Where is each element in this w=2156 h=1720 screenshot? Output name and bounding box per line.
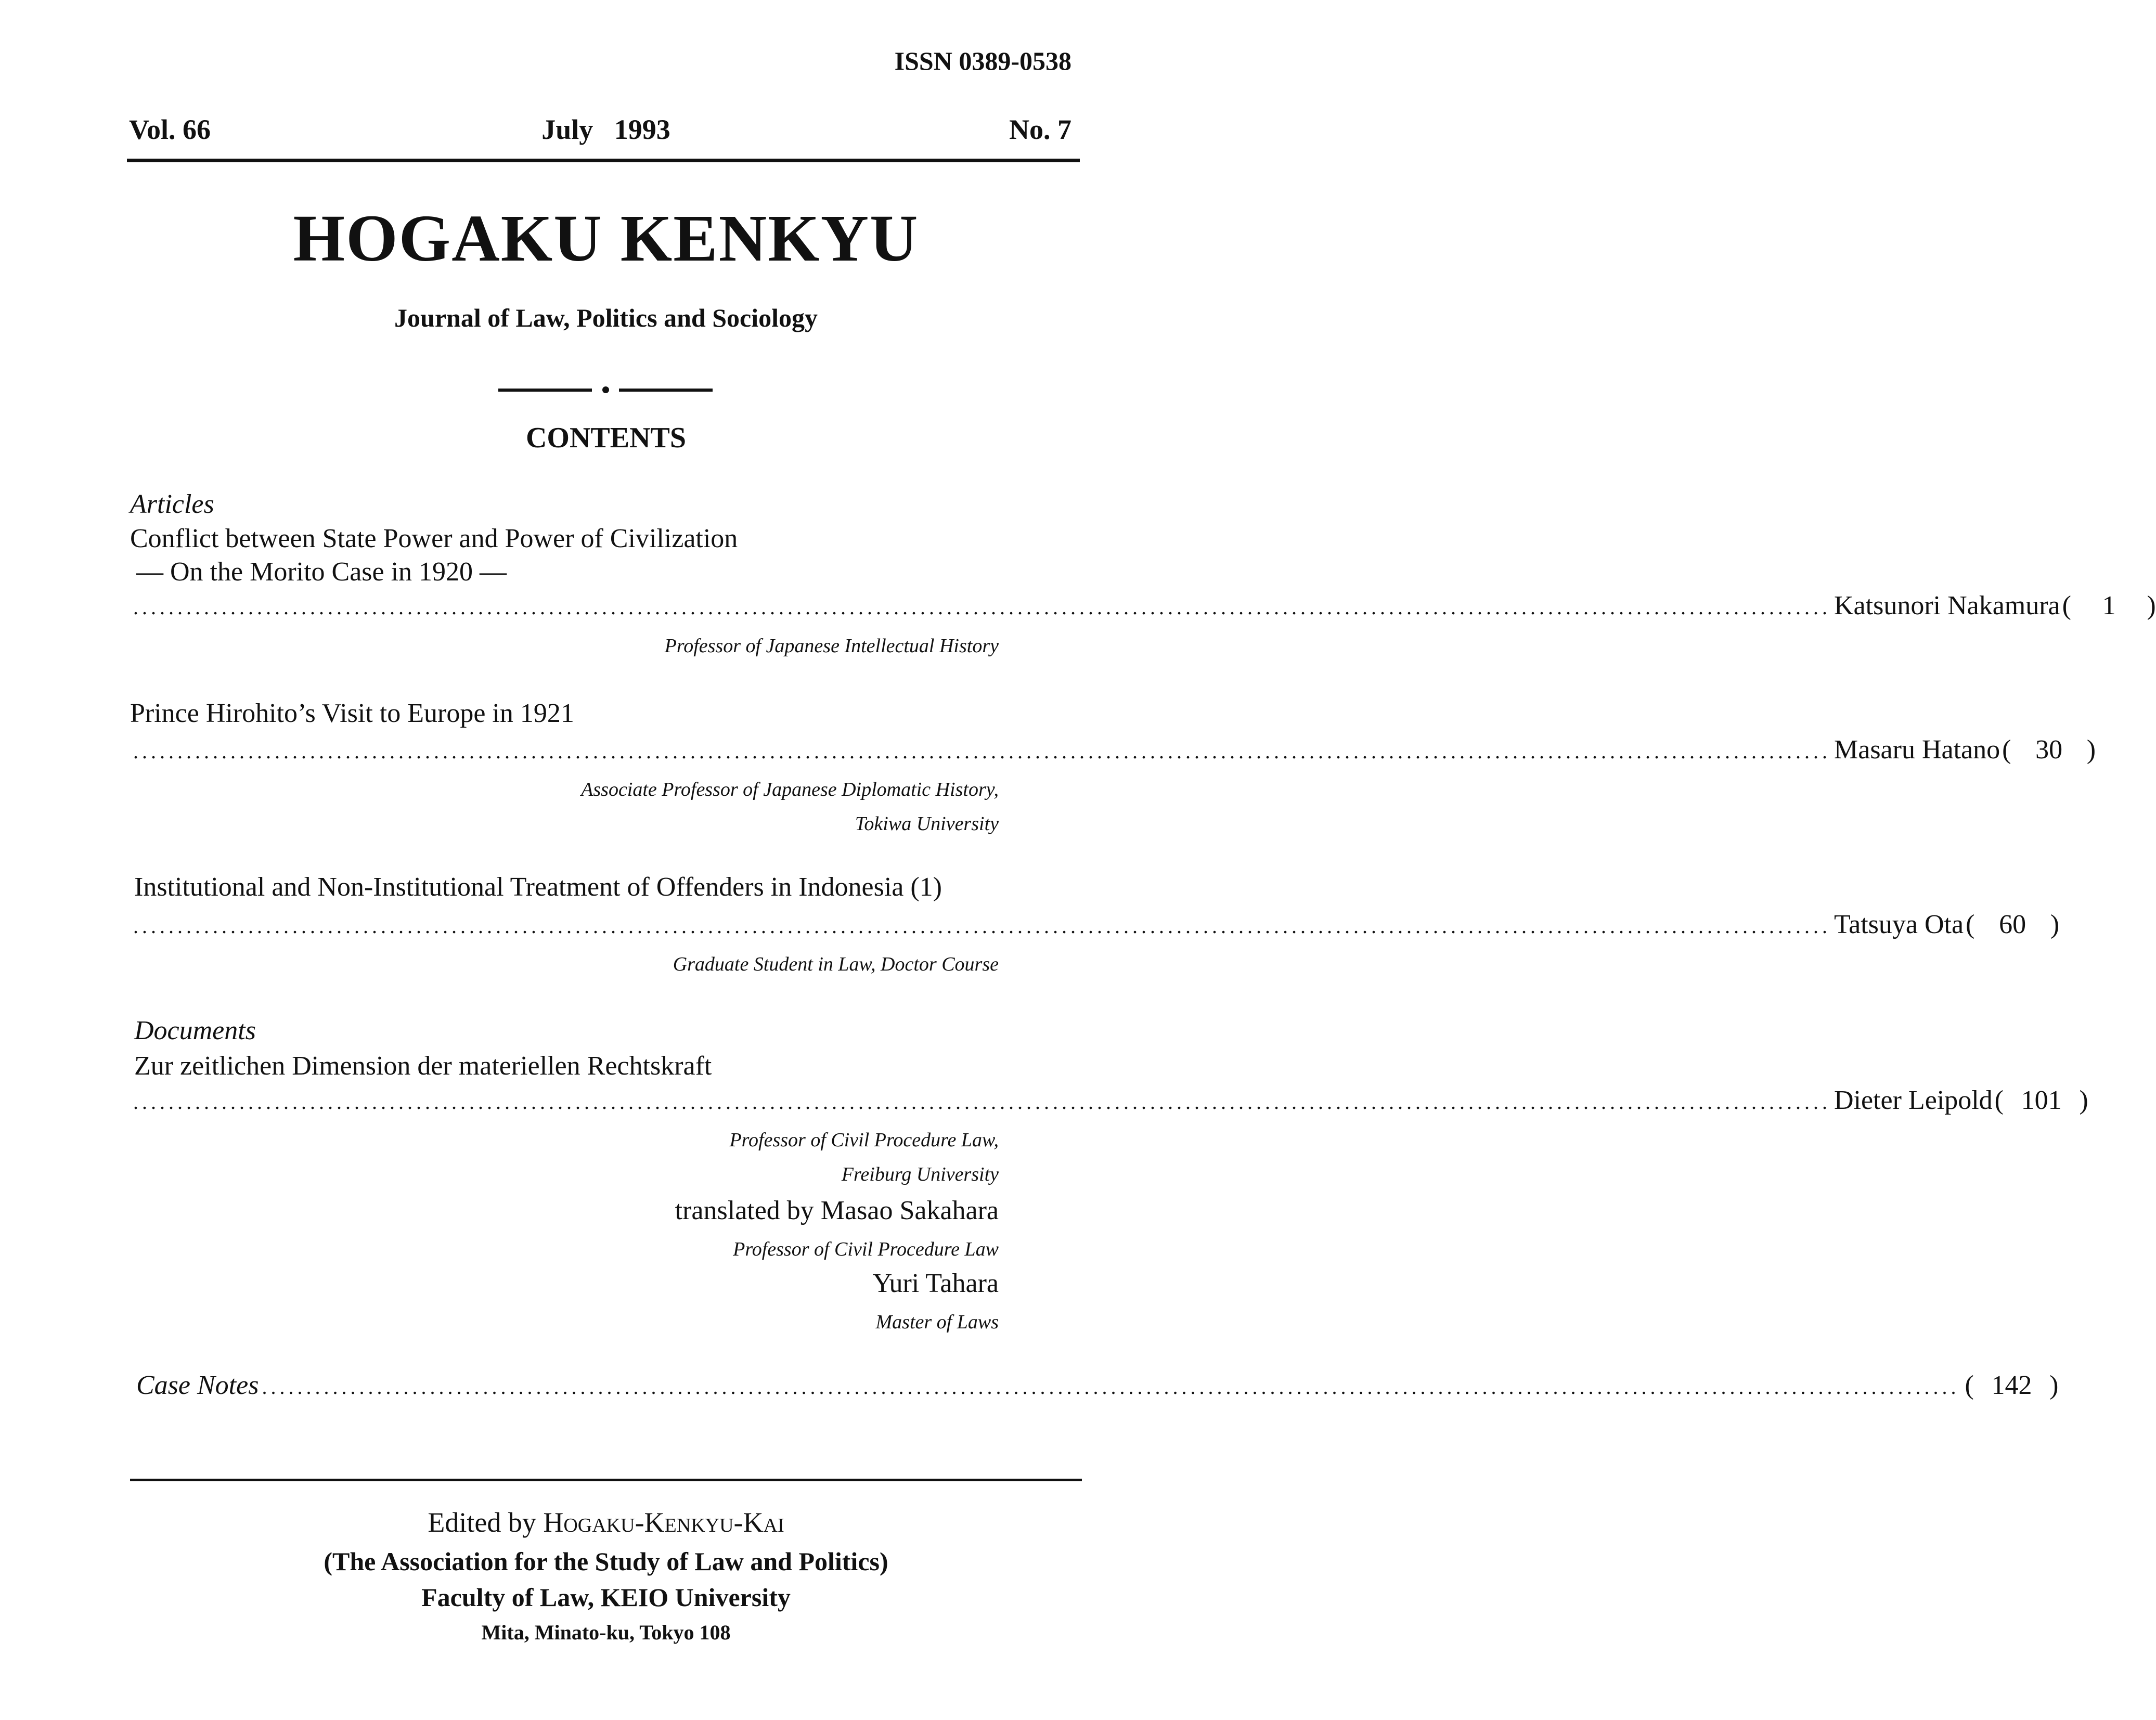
header-rule [127,159,1080,162]
articles-heading: Articles [130,489,214,519]
document-1-translator: translated by Masao Sakahara [675,1196,999,1225]
dot-leader: ................................................................................................................................................................................................ [262,1375,1960,1399]
footer-rule [130,1479,1082,1481]
contents-heading: CONTENTS [525,422,687,454]
address-line: Mita, Minato-ku, Tokyo 108 [481,1621,731,1644]
edited-by-line [0,1506,1212,1538]
article-3-page: ( 60 ) [1966,910,2060,939]
document-1-title: Zur zeitlichen Dimension der materiellen Rechtskraft [134,1051,712,1081]
document-1-cotranslator: Yuri Tahara [872,1269,999,1298]
article-1-title: Conflict between State Power and Power of Civilization [130,524,738,553]
article-2-title: Prince Hirohito’s Visit to Europe in 1921 [130,699,574,728]
article-1-subtitle: — On the Morito Case in 1920 — [136,557,507,587]
issn: ISSN 0389-0538 [894,46,1071,75]
article-2-author: Masaru Hatano [1834,735,2000,765]
dot-leader: ................................................................................................................................................................................................ [133,914,1831,938]
article-3-affiliation: Graduate Student in Law, Doctor Course [673,953,999,975]
article-1-entry [130,590,2156,621]
case-notes-entry [136,1370,2059,1401]
document-1-cotranslator-affiliation: Master of Laws [875,1311,999,1333]
journal-title: HOGAKU KENKYU [293,201,919,275]
volume: Vol. 66 [129,114,211,145]
document-1-author: Dieter Leipold [1834,1085,1993,1115]
faculty-line: Faculty of Law, KEIO University [421,1583,791,1612]
article-2-affiliation-1: Associate Professor of Japanese Diplomatic History, [581,779,999,800]
case-notes-label: Case Notes [136,1370,259,1400]
article-1-affiliation: Professor of Japanese Intellectual History [664,635,999,657]
journal-subtitle: Journal of Law, Politics and Sociology [394,303,818,332]
article-1-author: Katsunori Nakamura [1834,591,2060,620]
article-1-page: ( 1 ) [2062,591,2156,620]
ornament-right-rule [619,389,713,392]
article-3-entry [130,909,2060,940]
edited-by-label: Edited by [428,1507,536,1538]
association-line: (The Association for the Study of Law and Politics) [324,1547,888,1576]
issue-date: July 1993 [541,114,670,145]
ornament-dot [602,386,609,393]
dot-leader: ................................................................................................................................................................................................ [133,596,1831,619]
article-3-title: Institutional and Non-Institutional Treatment of Offenders in Indonesia (1) [134,872,942,902]
article-2-page: ( 30 ) [2002,735,2096,765]
case-notes-page: ( 142 ) [1965,1370,2059,1400]
ornament-left-rule [498,389,592,392]
article-2-affiliation-2: Tokiwa University [855,813,999,835]
document-1-page: ( 101 ) [1994,1085,2088,1115]
editor-name: Hogaku-Kenkyu-Kai [543,1507,784,1538]
issue-number: No. 7 [1009,114,1071,145]
document-1-affiliation-1: Professor of Civil Procedure Law, [729,1129,999,1151]
document-1-affiliation-2: Freiburg University [841,1163,999,1185]
documents-heading: Documents [134,1016,256,1045]
document-1-entry [130,1085,2088,1116]
article-2-entry [130,734,2096,765]
document-1-translator-affiliation: Professor of Civil Procedure Law [733,1238,999,1260]
dot-leader: ................................................................................................................................................................................................ [133,740,1831,763]
article-3-author: Tatsuya Ota [1834,910,1964,939]
dot-leader: ................................................................................................................................................................................................ [133,1090,1831,1114]
